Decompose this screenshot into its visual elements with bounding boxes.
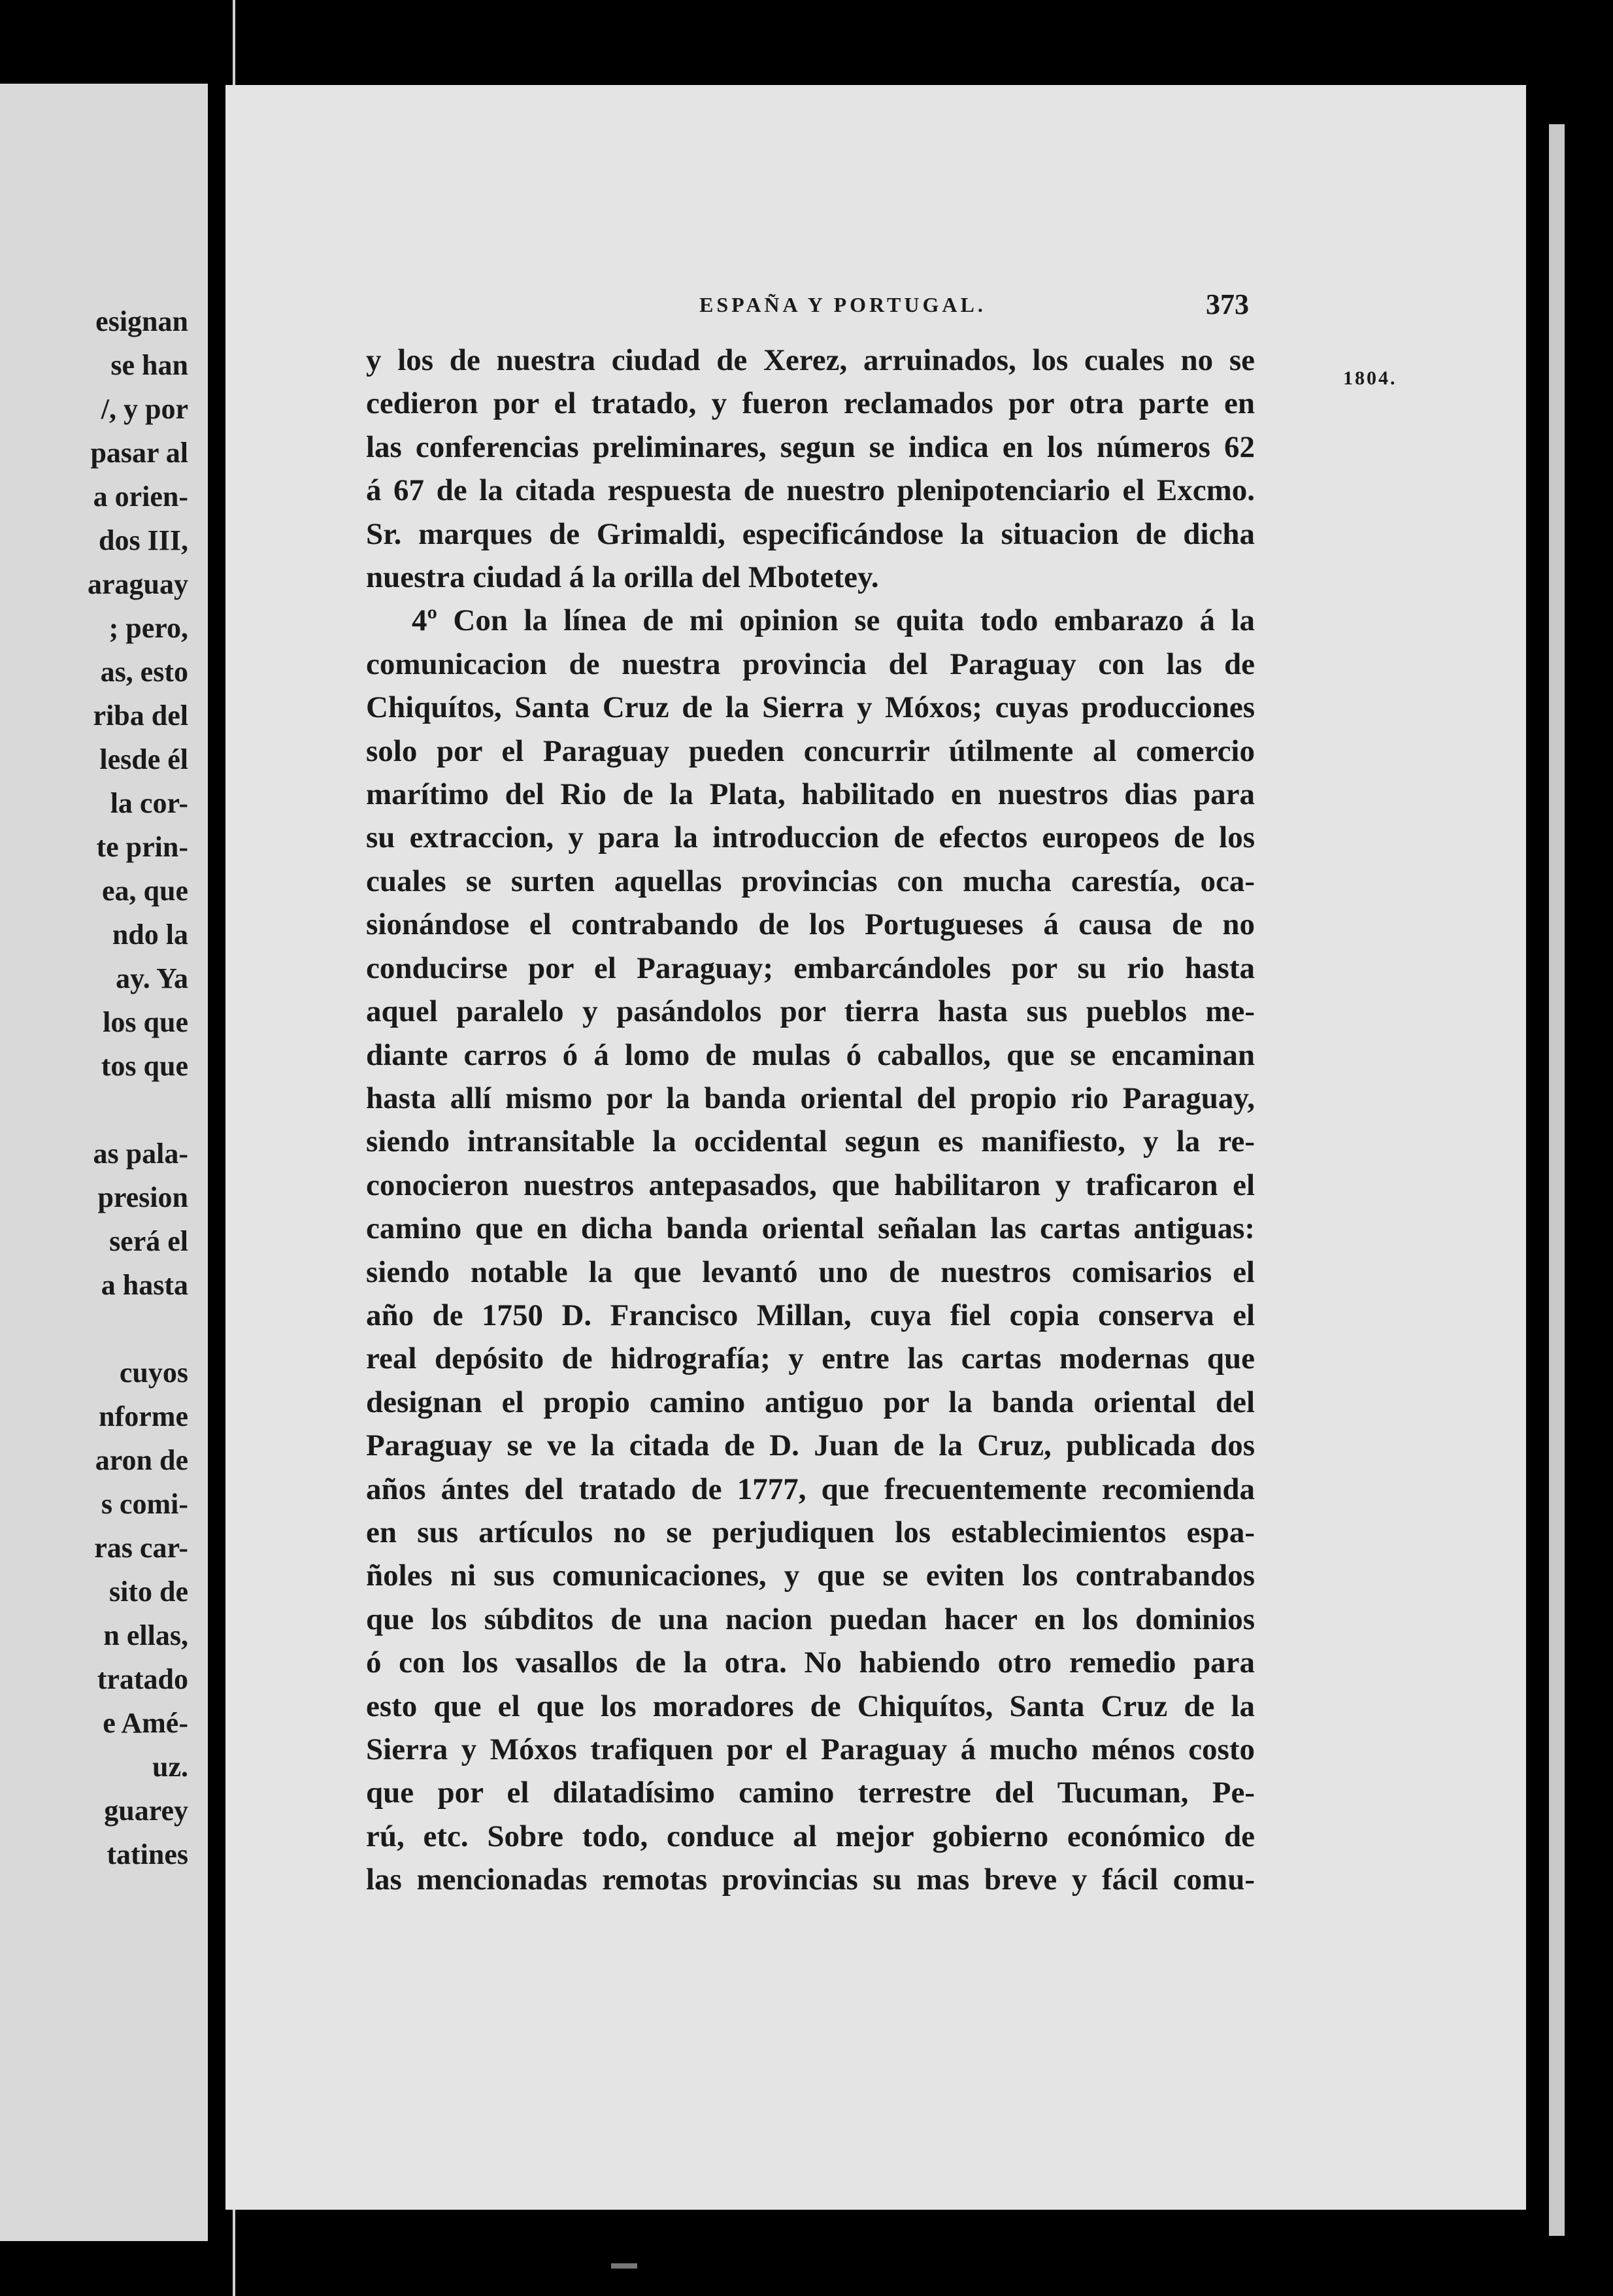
body-text: [366, 339, 1255, 1902]
text-line: esto que el que los moradores de Chiquítos, Santa Cruz de la: [366, 1689, 1255, 1723]
text-line: años ántes del tratado de 1777, que frecuentemente recomienda: [366, 1472, 1255, 1506]
text-line: que los súbditos de una nacion puedan hacer en los dominios: [366, 1602, 1255, 1636]
left-page-line: riba del: [93, 700, 188, 732]
text-line: sionándose el contrabando de los Portugueses á causa de no: [366, 907, 1255, 942]
margin-year: 1804.: [1343, 367, 1397, 389]
text-line: á 67 de la citada respuesta de nuestro plenipotenciario el Excmo.: [366, 473, 1255, 508]
text-line: Paraguay se ve la citada de D. Juan de la Cruz, publicada dos: [366, 1428, 1255, 1463]
text-line: siendo intransitable la occidental segun es manifiesto, y la re-: [366, 1124, 1255, 1159]
text-line: ó con los vasallos de la otra. No habiendo otro remedio para: [366, 1646, 1255, 1680]
left-page-line: ea, que: [102, 875, 188, 907]
text-line: hasta allí mismo por la banda oriental del propio rio Paraguay,: [366, 1081, 1255, 1115]
text-line: en sus artículos no se perjudiquen los establecimientos espa-: [366, 1515, 1255, 1549]
left-page-line: as pala-: [93, 1138, 188, 1170]
left-page-line: ndo la: [112, 919, 188, 951]
left-page-line: ay. Ya: [116, 962, 188, 994]
left-page-line: as, esto: [100, 656, 188, 688]
left-page-line: a orien-: [93, 481, 188, 513]
left-page-line: la cor-: [110, 787, 188, 819]
left-page-line: cuyos: [119, 1357, 188, 1389]
text-line: año de 1750 D. Francisco Millan, cuya fiel copia conserva el: [366, 1298, 1255, 1332]
text-line: 4º Con la línea de mi opinion se quita todo embarazo á la: [412, 603, 1255, 638]
text-line: Chiquítos, Santa Cruz de la Sierra y Móxos; cuyas producciones: [366, 690, 1255, 725]
running-title: ESPAÑA Y PORTUGAL.: [699, 293, 986, 316]
text-line: ñoles ni sus comunicaciones, y que se eviten los contrabandos: [366, 1559, 1255, 1593]
left-page-line: los que: [103, 1006, 188, 1038]
left-page-line: s comi-: [101, 1488, 188, 1520]
left-page-line: presion: [97, 1181, 188, 1213]
left-page-line: se han: [110, 349, 188, 381]
left-page-line: /, y por: [101, 393, 188, 425]
left-page-fragment: [0, 84, 208, 2241]
text-line: siendo notable la que levantó uno de nuestros comisarios el: [366, 1255, 1255, 1289]
text-line: Sierra y Móxos trafiquen por el Paraguay á mucho ménos costo: [366, 1732, 1255, 1766]
left-page-line: te prin-: [96, 831, 188, 863]
text-line: marítimo del Rio de la Plata, habilitado en nuestros dias para: [366, 777, 1255, 812]
left-page-line: [88, 1088, 188, 1132]
left-page-line: aron de: [95, 1444, 188, 1476]
text-line: real depósito de hidrografía; y entre las cartas modernas que: [366, 1342, 1255, 1376]
text-line: diante carros ó á lomo de mulas ó caballos, que se encaminan: [366, 1038, 1255, 1072]
text-line: las conferencias preliminares, segun se indica en los números 62: [366, 430, 1255, 464]
text-line: solo por el Paraguay pueden concurrir útilmente al comercio: [366, 734, 1255, 768]
text-line: rú, etc. Sobre todo, conduce al mejor gobierno económico de: [366, 1819, 1255, 1853]
text-line: su extraccion, y para la introduccion de efectos europeos de los: [366, 820, 1255, 855]
bottom-mark: [611, 2263, 637, 2269]
left-page-line: uz.: [152, 1751, 188, 1783]
left-page-line: pasar al: [90, 437, 188, 469]
text-line: conocieron nuestros antepasados, que habilitaron y traficaron el: [366, 1168, 1255, 1202]
left-page-line: será el: [109, 1225, 188, 1257]
text-line: cedieron por el tratado, y fueron reclamados por otra parte en: [366, 386, 1255, 421]
page-number: 373: [1206, 288, 1249, 320]
page-edge: [1549, 124, 1565, 2236]
left-page-line: n ellas,: [103, 1619, 188, 1651]
left-page-line: tatines: [107, 1838, 188, 1870]
text-line: aquel paralelo y pasándolos por tierra hasta sus pueblos me-: [366, 994, 1255, 1029]
text-line: camino que en dicha banda oriental señalan las cartas antiguas:: [366, 1211, 1255, 1246]
left-page-line: ras car-: [94, 1532, 188, 1564]
left-page-line: ; pero,: [108, 612, 188, 644]
text-line: designan el propio camino antiguo por la banda oriental del: [366, 1385, 1255, 1419]
text-line: Sr. marques de Grimaldi, especificándose la situacion de dicha: [366, 516, 1255, 551]
left-page-line: tos que: [101, 1050, 188, 1082]
text-line: cuales se surten aquellas provincias con mucha carestía, oca-: [366, 864, 1255, 898]
text-line: comunicacion de nuestra provincia del Paraguay con las de: [366, 647, 1255, 681]
left-page-text: [88, 299, 188, 1876]
text-line: y los de nuestra ciudad de Xerez, arruinados, los cuales no se: [366, 343, 1255, 377]
left-page-line: a hasta: [101, 1269, 188, 1301]
left-page-line: esignan: [95, 305, 188, 337]
text-line: que por el dilatadísimo camino terrestre del Tucuman, Pe-: [366, 1776, 1255, 1810]
left-page-line: tratado: [97, 1663, 188, 1695]
left-page-line: [88, 1307, 188, 1351]
left-page-line: nforme: [99, 1400, 188, 1432]
left-page-line: e Amé-: [103, 1707, 188, 1739]
left-page-line: lesde él: [99, 743, 188, 775]
left-page-line: araguay: [88, 568, 188, 600]
text-line: las mencionadas remotas provincias su mas breve y fácil comu-: [366, 1863, 1255, 1897]
text-line: nuestra ciudad á la orilla del Mbotetey.: [366, 560, 879, 595]
left-page-line: guarey: [104, 1795, 188, 1827]
left-page-line: dos III,: [99, 524, 188, 556]
text-line: conducirse por el Paraguay; embarcándoles por su rio hasta: [366, 951, 1255, 985]
left-page-line: sito de: [109, 1576, 188, 1608]
